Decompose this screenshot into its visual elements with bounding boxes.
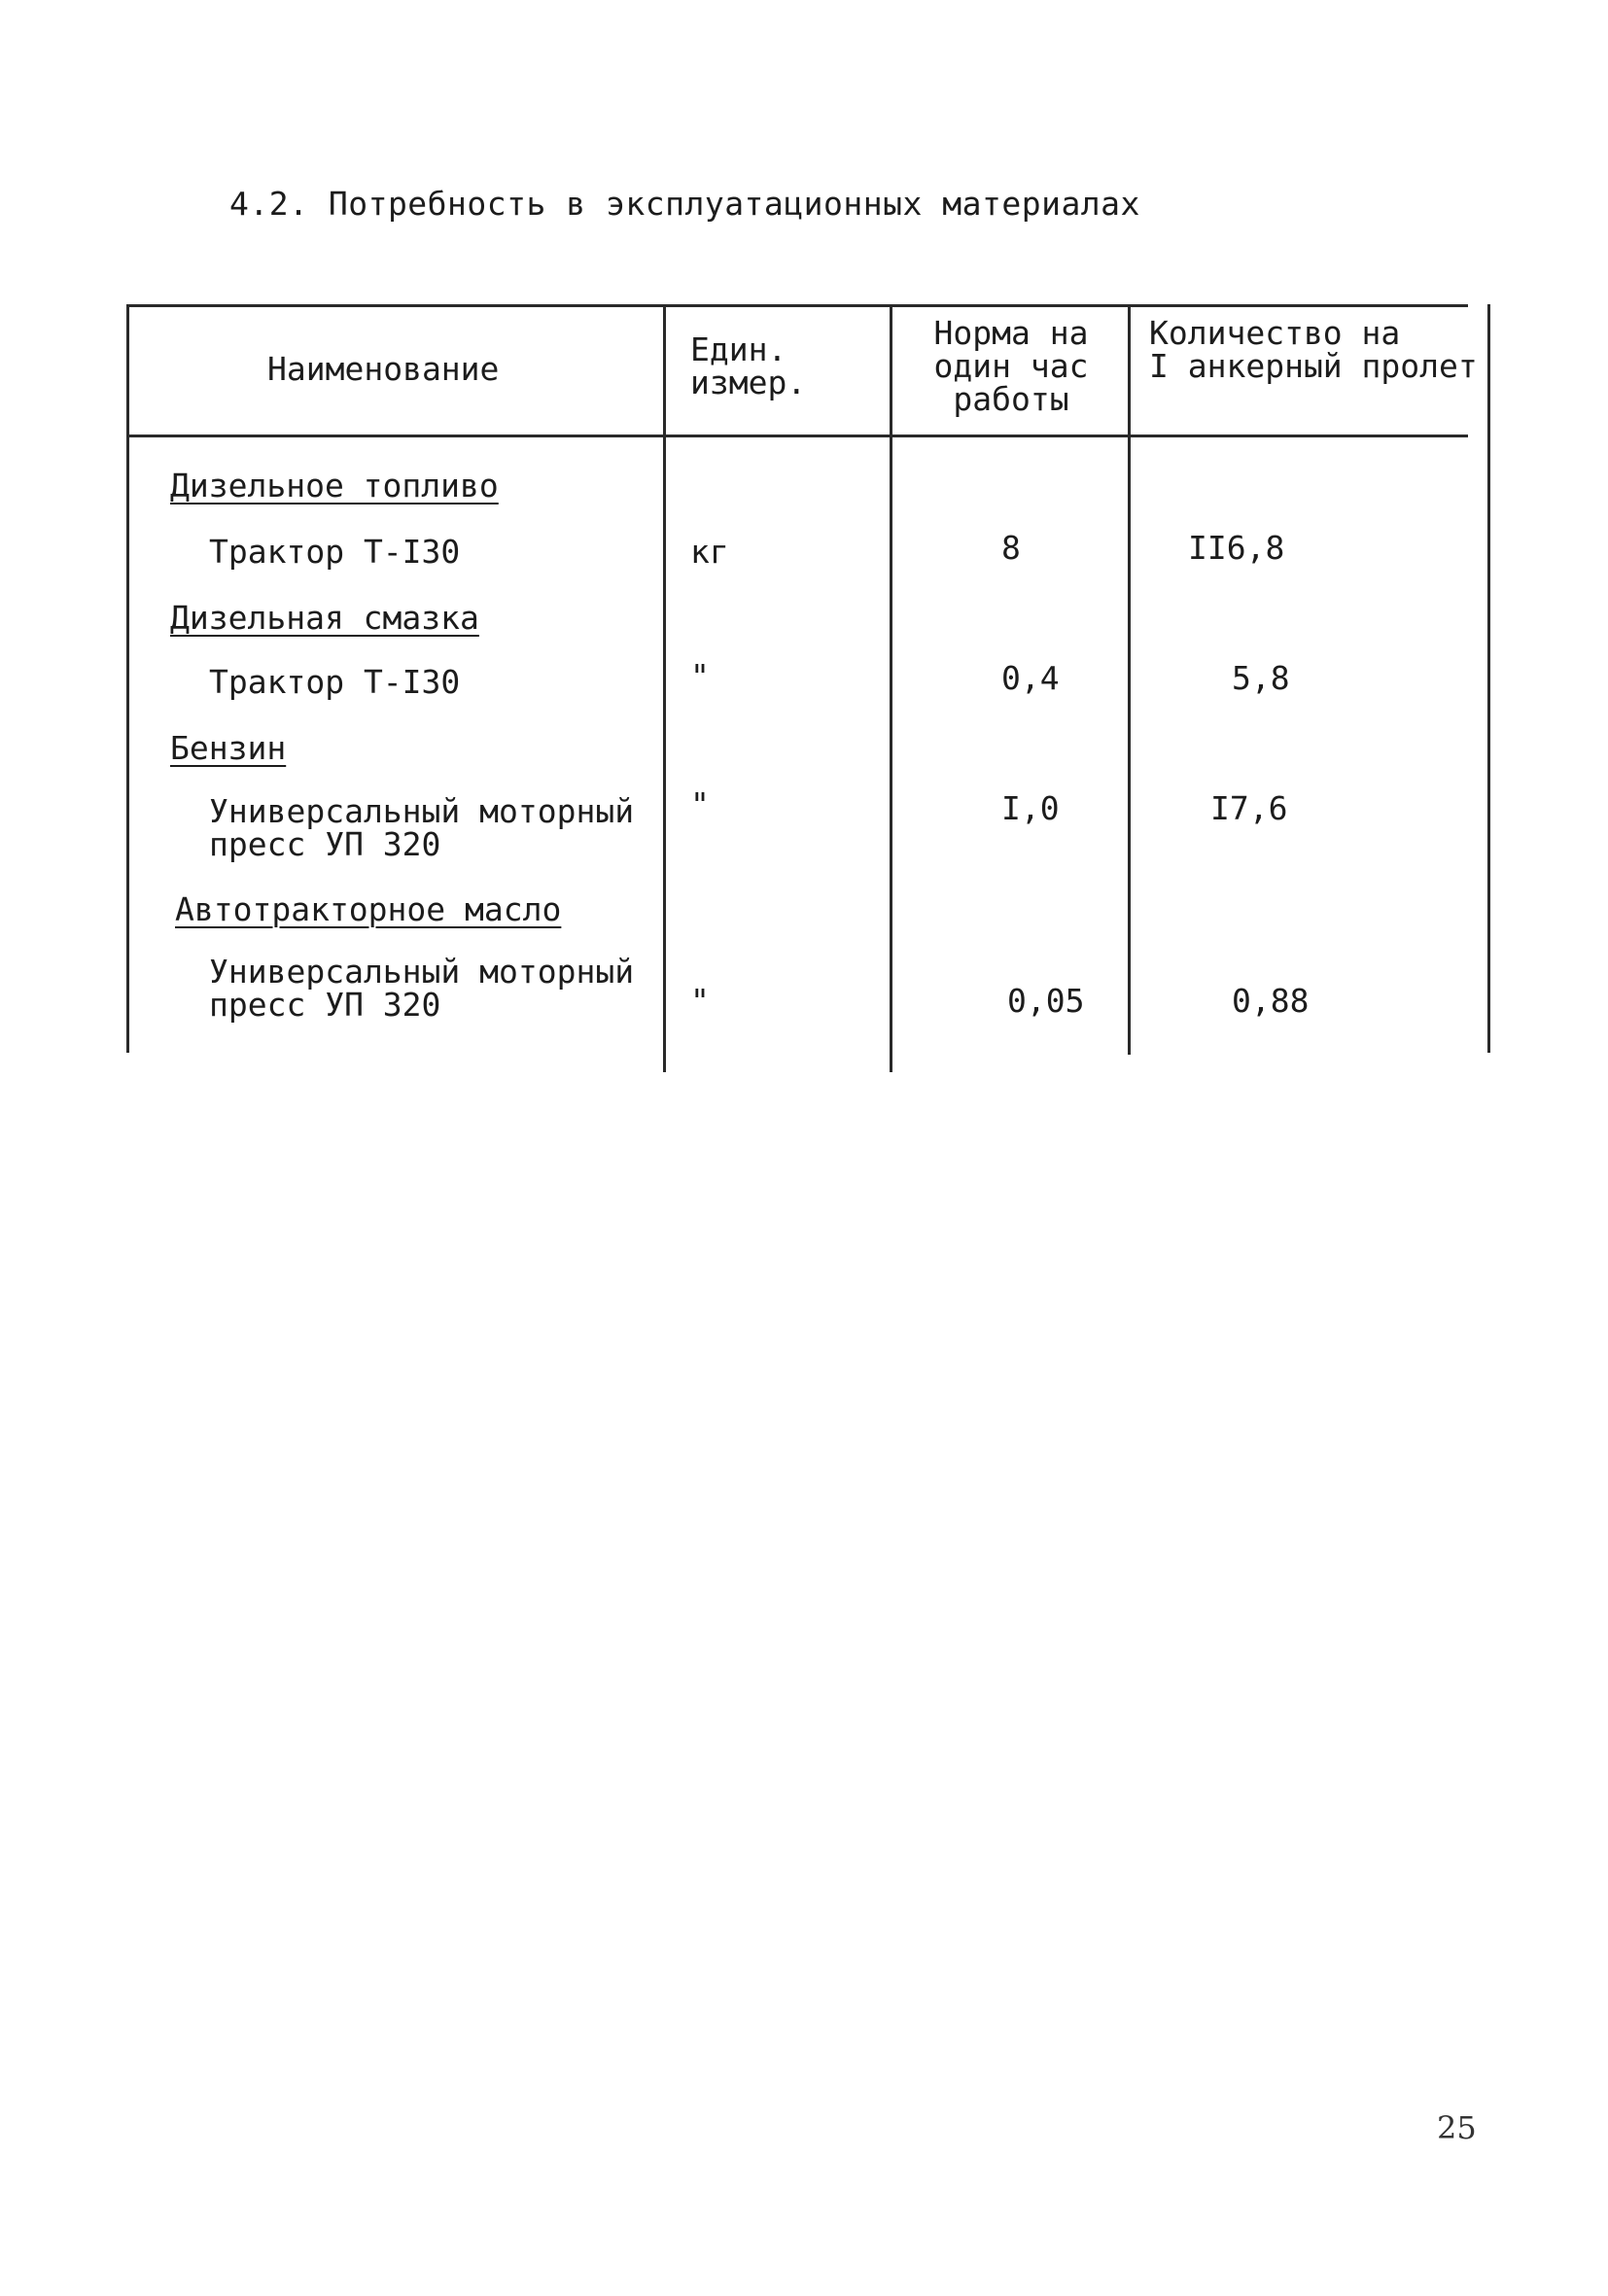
header-norm-line-3: работы [953, 380, 1069, 418]
item-name-line-2: пресс УП 320 [209, 825, 441, 863]
header-unit [690, 330, 807, 401]
item-name [209, 792, 635, 863]
group-label: Дизельное топливо [170, 467, 499, 504]
table-header-border [126, 435, 1468, 437]
header-norm-line-2: один час [933, 347, 1089, 385]
table-left-border [126, 304, 129, 1053]
page-title: 4.2. Потребность в эксплуатационных материалах [229, 185, 1140, 223]
item-qty: 0,88 [1232, 982, 1310, 1020]
item-norm: I,0 [1001, 789, 1060, 827]
materials-table [126, 304, 1497, 1072]
header-norm-line-1: Норма на [933, 314, 1089, 352]
item-name: Трактор Т-I30 [209, 663, 461, 701]
header-norm [899, 314, 1123, 418]
header-name: Наименование [267, 350, 500, 388]
item-unit: кг [690, 533, 729, 571]
column-divider-qty [1128, 304, 1131, 1055]
table-top-border [126, 304, 1468, 307]
page-number: 25 [1437, 2109, 1477, 2146]
item-name: Трактор Т-I30 [209, 533, 461, 571]
item-norm: 8 [1001, 529, 1021, 567]
header-qty [1149, 314, 1478, 385]
table-right-border [1487, 304, 1490, 1053]
column-divider-norm [890, 304, 892, 1072]
item-unit: " [690, 785, 710, 823]
group-label: Автотракторное масло [175, 890, 562, 928]
item-qty: 5,8 [1232, 659, 1290, 697]
group-label: Дизельная смазка [170, 599, 479, 637]
item-qty: II6,8 [1188, 529, 1285, 567]
item-unit: " [690, 657, 710, 695]
item-name-line-1: Универсальный моторный [209, 792, 635, 830]
item-norm: 0,05 [1007, 982, 1085, 1020]
header-unit-line-1: Един. [690, 330, 787, 368]
item-unit: " [690, 982, 710, 1020]
header-qty-line-1: Количество на [1149, 314, 1401, 352]
item-name-line-1: Универсальный моторный [209, 953, 635, 991]
item-name [209, 953, 635, 1024]
group-label: Бензин [170, 729, 287, 767]
column-divider-unit [663, 304, 666, 1072]
item-name-line-2: пресс УП 320 [209, 986, 441, 1024]
header-qty-line-2: I анкерный пролет [1149, 347, 1478, 385]
item-qty: I7,6 [1210, 789, 1288, 827]
item-norm: 0,4 [1001, 659, 1060, 697]
header-unit-line-2: измер. [690, 364, 807, 401]
